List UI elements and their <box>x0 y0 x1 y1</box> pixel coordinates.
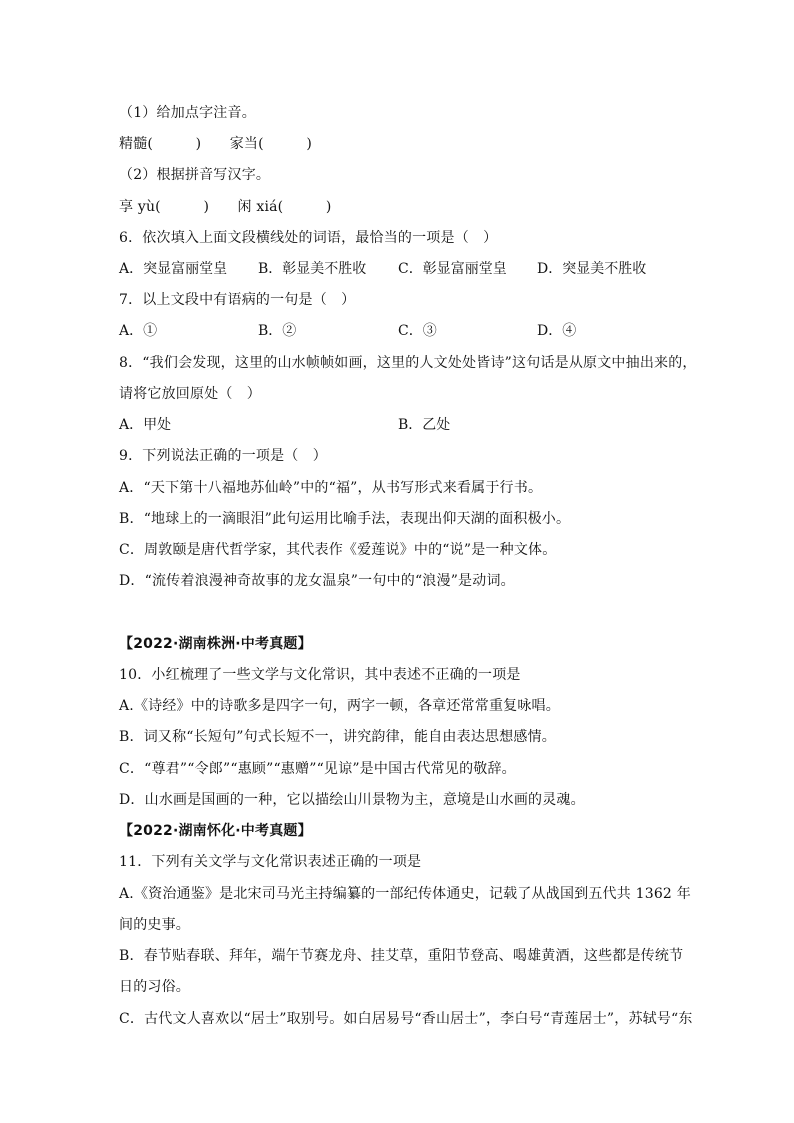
question-7-option-d: D．④ <box>537 323 577 339</box>
question-11-option-a-line-2: 间的史事。 <box>119 917 190 933</box>
question-9-option-a: A．“天下第十八福地苏仙岭”中的“福”，从书写形式来看属于行书。 <box>119 480 543 496</box>
question-11-stem: 11．下列有关文学与文化常识表述正确的一项是 <box>119 854 422 870</box>
question-10-option-b: B．词又称“长短句”句式长短不一，讲究韵律，能自由表达思想感情。 <box>119 729 557 745</box>
question-6-option-d: D．突显美不胜收 <box>537 261 647 277</box>
question-6-option-c: C．彰显富丽堂皇 <box>398 261 507 277</box>
question-6-option-a: A．突显富丽堂皇 <box>119 261 228 277</box>
question-8-option-a: A．甲处 <box>119 417 172 433</box>
question-8-option-b: B．乙处 <box>398 417 451 433</box>
question-10-option-c: C．“尊君”“令郎”“惠顾”“惠赠”“见谅”是中国古代常见的敬辞。 <box>119 761 516 777</box>
pinyin-blank-line-2: 享 yù( ) 闲 xiá( ) <box>119 199 332 215</box>
subquestion-1-text: （1）给加点字注音。 <box>119 105 256 121</box>
question-11-option-b-line-2: 日的习俗。 <box>119 979 190 995</box>
question-7-stem: 7．以上文段中有语病的一句是（ ） <box>119 292 356 308</box>
section-heading-huaihua: 【2022·湖南怀化·中考真题】 <box>119 823 312 839</box>
question-10-stem: 10．小红梳理了一些文学与文化常识，其中表述不正确的一项是 <box>119 667 521 683</box>
question-6-stem: 6．依次填入上面文段横线处的词语，最恰当的一项是（ ） <box>119 230 498 246</box>
question-11-option-a-line-1: A.《资治通鉴》是北宋司马光主持编纂的一部纪传体通史，记载了从战国到五代共 1362 年 <box>119 886 691 902</box>
question-9-option-c: C．周敦颐是唐代哲学家，其代表作《爱莲说》中的“说”是一种文体。 <box>119 542 557 558</box>
question-10-option-a: A.《诗经》中的诗歌多是四字一句，两字一顿，各章还常常重复咏唱。 <box>119 698 560 714</box>
pinyin-blank-line-1: 精髓( ) 家当( ) <box>119 136 313 152</box>
question-9-stem: 9．下列说法正确的一项是（ ） <box>119 448 327 464</box>
question-7-option-c: C．③ <box>398 323 437 339</box>
question-9-option-b: B．“地球上的一滴眼泪”此句运用比喻手法，表现出仰天湖的面积极小。 <box>119 511 571 527</box>
subquestion-2-text: （2）根据拼音写汉字。 <box>119 167 271 183</box>
section-heading-zhuzhou: 【2022·湖南株洲·中考真题】 <box>119 636 312 652</box>
question-11-option-b-line-1: B．春节贴春联、拜年，端午节赛龙舟、挂艾草，重阳节登高、喝雄黄酒，这些都是传统节 <box>119 948 684 964</box>
question-10-option-d: D．山水画是国画的一种，它以描绘山川景物为主，意境是山水画的灵魂。 <box>119 792 585 808</box>
question-11-option-c-line-1: C．古代文人喜欢以“居士”取别号。如白居易号“香山居士”，李白号“青莲居士”，苏轼号“东 <box>119 1011 693 1027</box>
question-8-stem-line-1: 8．“我们会发现，这里的山水帧帧如画，这里的人文处处皆诗”这句话是从原文中抽出来的， <box>119 355 697 371</box>
question-8-stem-line-2: 请将它放回原处（ ） <box>119 386 261 402</box>
question-9-option-d: D．“流传着浪漫神奇故事的龙女温泉”一句中的“浪漫”是动词。 <box>119 573 515 589</box>
question-7-option-b: B．② <box>258 323 297 339</box>
question-7-option-a: A．① <box>119 323 158 339</box>
question-6-option-b: B．彰显美不胜收 <box>258 261 367 277</box>
